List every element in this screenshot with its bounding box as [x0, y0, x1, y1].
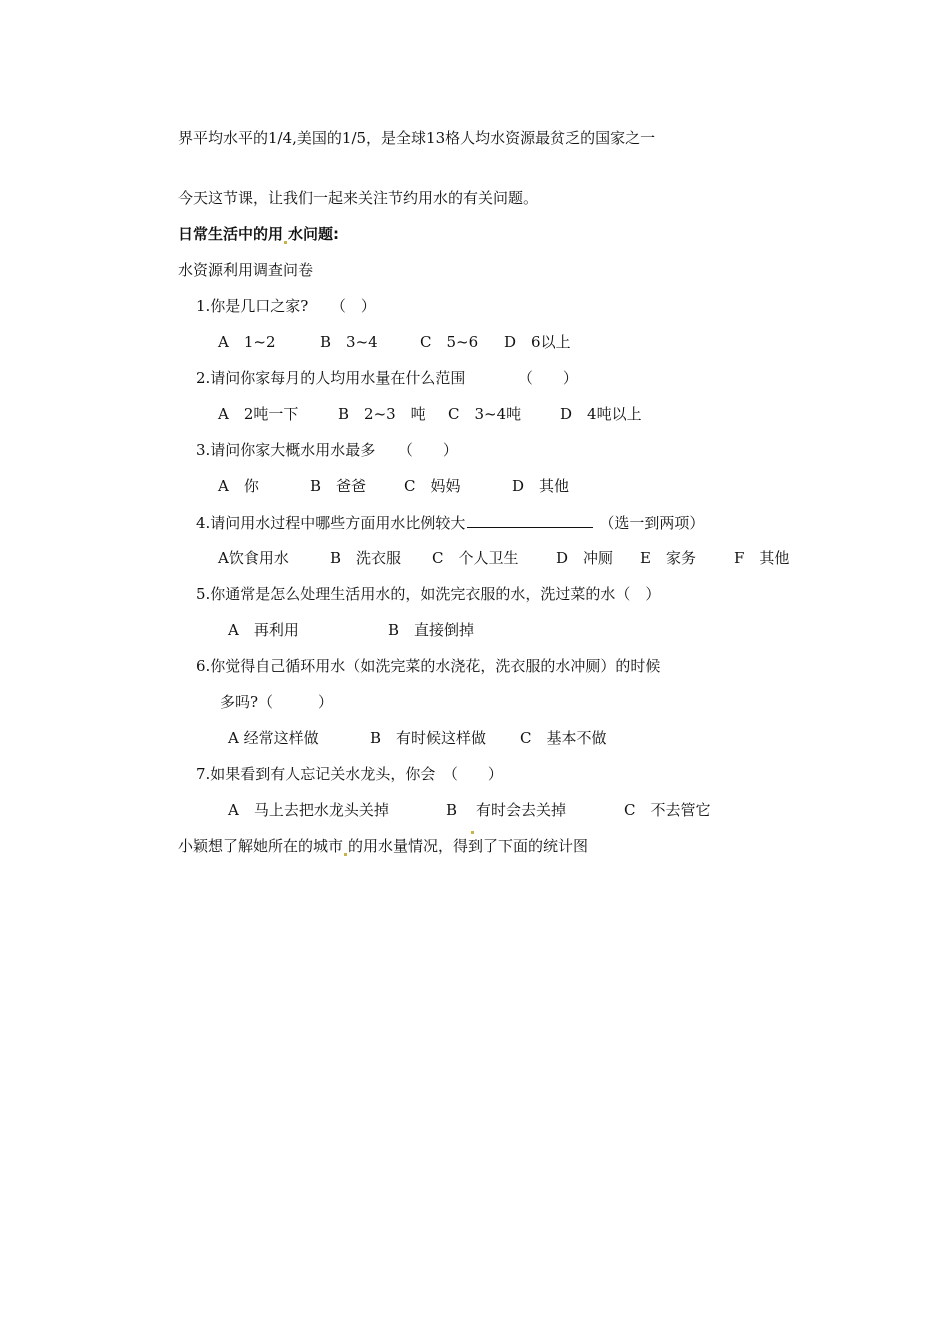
- question-7: 7.如果看到有人忘记关水龙头，你会 （ ）: [196, 765, 503, 783]
- q3-option-b: B 爸爸: [310, 477, 367, 495]
- q4-option-d: D 冲厕: [556, 549, 614, 567]
- q7-option-a: A 马上去把水龙头关掉: [228, 801, 389, 819]
- closing-part-b: 的用水量情况，得到了下面的统计图: [348, 837, 589, 855]
- question-4-options: [0, 548, 950, 568]
- q4-option-c: C 个人卫生: [432, 549, 519, 567]
- question-3-options: [0, 476, 950, 496]
- q3-option-c: C 妈妈: [404, 477, 461, 495]
- section-heading-part-b: 水问题:: [288, 225, 340, 243]
- intro-line-2: 今天这节课，让我们一起来关注节约用水的有关问题。: [178, 189, 539, 207]
- q1-option-d: D 6以上: [504, 333, 571, 351]
- q6-option-c: C 基本不做: [520, 729, 607, 747]
- q1-option-c: C 5~6: [420, 333, 479, 351]
- q4-option-a: A饮食用水: [218, 549, 289, 567]
- q6-option-b: B 有时候这样做: [370, 729, 487, 747]
- question-1: 1.你是几口之家? （ ）: [196, 297, 376, 315]
- question-5: 5.你通常是怎么处理生活用水的，如洗完衣服的水，洗过菜的水（ ）: [196, 585, 661, 603]
- answer-blank[interactable]: [467, 512, 593, 528]
- question-6: 6.你觉得自己循环用水（如洗完菜的水浇花，洗衣服的水冲厕）的时候: [196, 657, 661, 675]
- question-5-options: [0, 620, 950, 640]
- q6-option-a: A 经常这样做: [228, 729, 319, 747]
- survey-title: 水资源利用调查问卷: [178, 261, 314, 279]
- section-heading-part-a: 日常生活中的用: [178, 225, 284, 243]
- question-1-options: [0, 332, 950, 352]
- intro-line-1: 界平均水平的1/4,美国的1/5，是全球13格人均水资源最贫乏的国家之一: [178, 129, 656, 147]
- question-2-options: [0, 404, 950, 424]
- mark-dot: [344, 853, 347, 856]
- section-heading: [178, 224, 339, 244]
- question-7-options: [0, 800, 950, 820]
- question-4-hint: （选一到两项）: [599, 514, 705, 532]
- q1-option-b: B 3~4: [320, 333, 378, 351]
- q2-option-c: C 3~4吨: [448, 405, 522, 423]
- q2-option-b: B 2~3 吨: [338, 405, 426, 423]
- q4-option-e: E 家务: [640, 549, 696, 567]
- q4-option-f: F 其他: [734, 549, 790, 567]
- q5-option-b: B 直接倒掉: [388, 621, 475, 639]
- q3-option-d: D 其他: [512, 477, 570, 495]
- question-2: 2.请问你家每月的人均用水量在什么范围 （ ）: [196, 369, 578, 387]
- q4-option-b: B 洗衣服: [330, 549, 402, 567]
- question-3: 3.请问你家大概水用水最多 （ ）: [196, 441, 458, 459]
- q7-option-c: C 不去管它: [624, 801, 711, 819]
- mark-dot: [284, 241, 287, 244]
- q5-option-a: A 再利用: [228, 621, 299, 639]
- question-6-options: [0, 728, 950, 748]
- closing-line: [178, 836, 588, 856]
- q7-option-b-text: 有时会去关掉: [476, 801, 567, 819]
- question-6-continuation: 多吗?（ ）: [220, 693, 334, 711]
- q3-option-a: A 你: [218, 477, 259, 495]
- q1-option-a: A 1~2: [218, 333, 276, 351]
- question-4: [196, 512, 704, 533]
- closing-part-a: 小颖想了解她所在的城市: [178, 837, 344, 855]
- q7-option-b-letter: B: [446, 801, 458, 819]
- mark-dot: [471, 831, 474, 834]
- q2-option-a: A 2吨一下: [218, 405, 299, 423]
- q2-option-d: D 4吨以上: [560, 405, 642, 423]
- question-4-text: 4.请问用水过程中哪些方面用水比例较大: [196, 514, 466, 532]
